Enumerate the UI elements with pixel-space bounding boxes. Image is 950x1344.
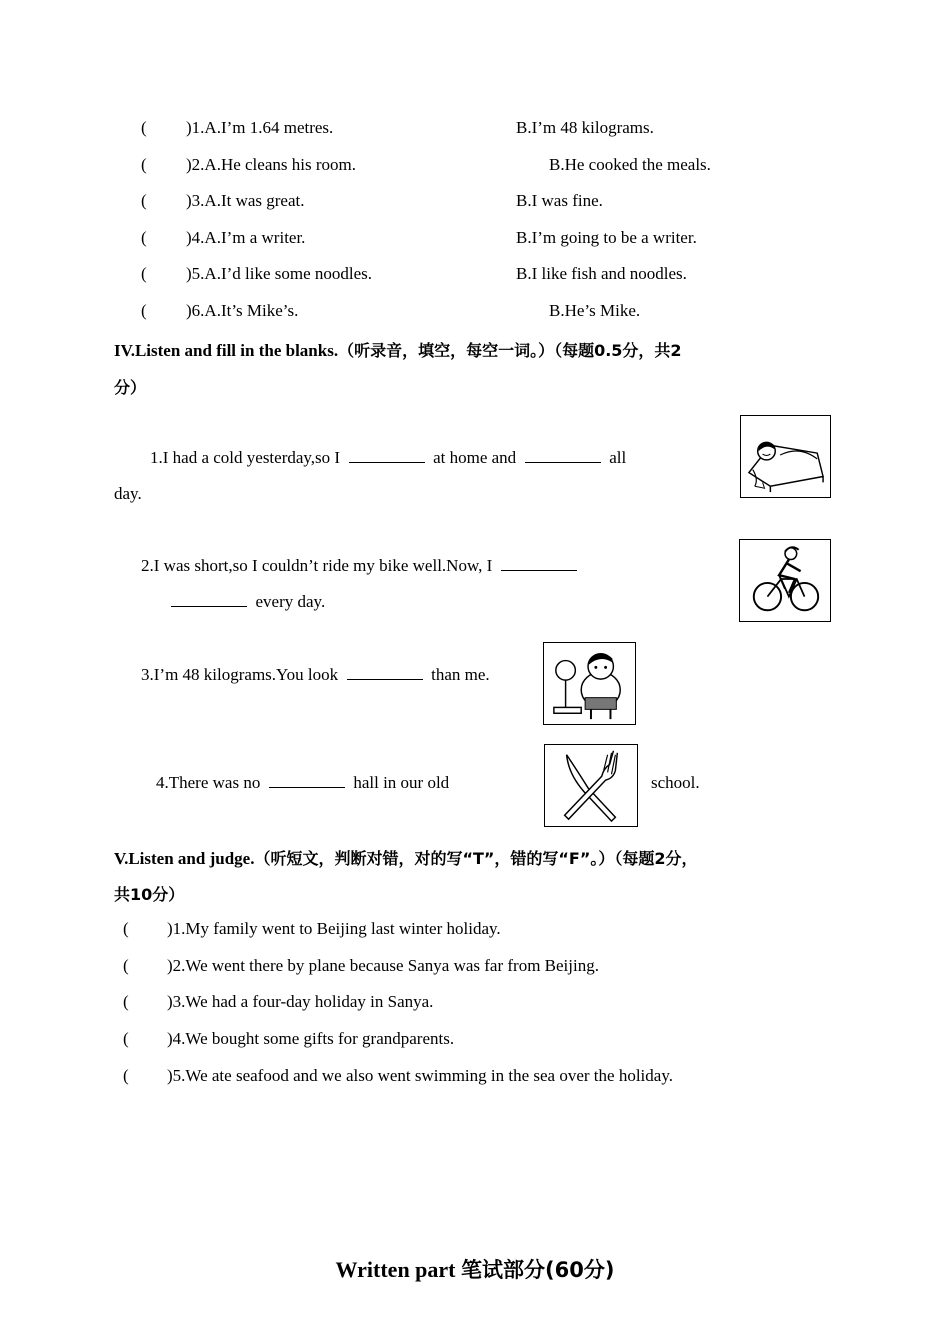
section-instruction: （听短文，判断对错，对的写“T”，错的写“F”。）（每题2分，: [254, 849, 698, 868]
fill-question-1: [150, 448, 626, 468]
option-b: B.He cooked the meals.: [549, 155, 711, 174]
fill-question-3: [141, 665, 490, 685]
q1-continuation: day.: [114, 484, 142, 503]
option-a: )5.A.I’d like some noodles.: [186, 264, 373, 283]
q3-text-2: than me.: [431, 665, 490, 684]
blank-input[interactable]: [171, 592, 247, 607]
fill-question-2: [141, 556, 577, 576]
written-part-cn: 笔试部分(60分): [461, 1258, 615, 1282]
option-b: B.I was fine.: [516, 191, 603, 210]
q2-text-1: 2.I was short,so I couldn’t ride my bike well.Now, I: [141, 556, 493, 575]
section4-heading: [114, 338, 682, 361]
option-a: )4.A.I’m a writer.: [186, 228, 306, 247]
statement-text: )2.We went there by plane because Sanya was far from Beijing.: [167, 956, 599, 975]
fill-question-4: [156, 773, 449, 793]
section5-heading: [114, 846, 698, 869]
option-a: )6.A.It’s Mike’s.: [186, 301, 299, 320]
q1-text-2: at home and: [433, 448, 517, 467]
knife-and-fork-icon: [544, 744, 638, 827]
answer-paren[interactable]: (: [123, 1066, 129, 1085]
section4-instruction-cont: 分）: [114, 378, 147, 397]
boy-on-scale-icon: [543, 642, 636, 725]
section-instruction: （听录音，填空，每空一词。）（每题0.5分，共2: [338, 341, 682, 360]
q2-text-2: every day.: [255, 592, 326, 611]
section-title: .Listen and judge.: [124, 849, 255, 868]
answer-paren[interactable]: (: [123, 992, 129, 1011]
statement-text: )4.We bought some gifts for grandparents.: [167, 1029, 455, 1048]
answer-paren[interactable]: (: [141, 228, 147, 247]
option-b: B.I like fish and noodles.: [516, 264, 687, 283]
q4-text-1: 4.There was no: [156, 773, 261, 792]
section-title: .Listen and fill in the blanks.: [130, 341, 339, 360]
cyclist-icon: [739, 539, 831, 622]
statement-text: )5.We ate seafood and we also went swimming in the sea over the holiday.: [167, 1066, 673, 1085]
q1-text-1: 1.I had a cold yesterday,so I: [150, 448, 341, 467]
option-a: )1.A.I’m 1.64 metres.: [186, 118, 334, 137]
answer-paren[interactable]: (: [141, 301, 147, 320]
q4-text-3: school.: [651, 773, 700, 792]
option-b: B.I’m 48 kilograms.: [516, 118, 654, 137]
blank-input[interactable]: [525, 448, 601, 463]
written-part-title: [0, 1254, 950, 1284]
blank-input[interactable]: [349, 448, 425, 463]
answer-paren[interactable]: (: [141, 118, 147, 137]
option-a: )2.A.He cleans his room.: [186, 155, 356, 174]
answer-paren[interactable]: (: [123, 956, 129, 975]
blank-input[interactable]: [501, 556, 577, 571]
q3-text-1: 3.I’m 48 kilograms.You look: [141, 665, 339, 684]
blank-input[interactable]: [347, 665, 423, 680]
written-part-en: Written part: [335, 1257, 462, 1282]
fill-question-2-cont: [171, 592, 325, 612]
blank-input[interactable]: [269, 773, 345, 788]
answer-paren[interactable]: (: [141, 264, 147, 283]
q4-text-2: hall in our old: [353, 773, 450, 792]
section-number: IV: [114, 341, 131, 360]
sleeping-in-bed-icon: [740, 415, 831, 498]
answer-paren[interactable]: (: [123, 1029, 129, 1048]
statement-text: )1.My family went to Beijing last winter holiday.: [167, 919, 501, 938]
answer-paren[interactable]: (: [141, 191, 147, 210]
section-number: V: [114, 849, 125, 868]
option-a: )3.A.It was great.: [186, 191, 305, 210]
option-b: B.He’s Mike.: [549, 301, 641, 320]
option-b: B.I’m going to be a writer.: [516, 228, 697, 247]
answer-paren[interactable]: (: [123, 919, 129, 938]
q1-text-3: all: [609, 448, 627, 467]
answer-paren[interactable]: (: [141, 155, 147, 174]
statement-text: )3.We had a four-day holiday in Sanya.: [167, 992, 434, 1011]
section5-instruction-cont: 共10分）: [114, 885, 185, 904]
